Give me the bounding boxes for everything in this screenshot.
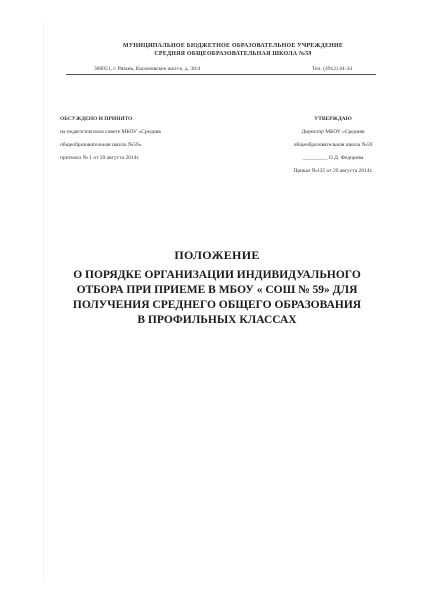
approval-left-line-3: протокол № 1 от 29 августа 2014г. <box>60 155 140 161</box>
subtitle-line-1: О ПОРЯДКЕ ОРГАНИЗАЦИИ ИНДИВИДУАЛЬНОГО <box>73 269 361 281</box>
subtitle-line-4: В ПРОФИЛЬНЫХ КЛАССАХ <box>137 314 297 326</box>
approval-right-line-3: _________ О.Д. Федорова <box>302 155 364 161</box>
org-name-line-2: СРЕДНЯЯ ОБЩЕОБРАЗОВАТЕЛЬНАЯ ШКОЛА №59 <box>154 51 312 57</box>
approval-right-line-4: Приказ №135 от 29 августа 2014г. <box>293 168 373 174</box>
address-line <box>66 66 376 75</box>
approval-right-line-2: общеобразовательная школа №59 <box>293 142 373 148</box>
document-title: ПОЛОЖЕНИЕ <box>174 248 260 262</box>
approval-right-heading: УТВЕРЖДАЮ <box>314 116 352 122</box>
school-phone: Тел. (4912) 44-34 <box>312 66 352 72</box>
approval-block-discussed <box>60 113 190 165</box>
approval-right-line-1: Директор МБОУ «Средняя <box>301 129 365 135</box>
approval-left-heading: ОБСУЖДЕНО И ПРИНЯТО <box>60 116 133 122</box>
subtitle-line-2: ОТБОРА ПРИ ПРИЕМЕ В МБОУ « СОШ № 59» ДЛЯ <box>76 284 358 296</box>
org-name-line-1: МУНИЦИПАЛЬНОЕ БЮДЖЕТНОЕ ОБРАЗОВАТЕЛЬНОЕ УЧРЕЖДЕНИЕ <box>122 43 344 49</box>
approval-left-line-2: общеобразовательная школа №59» <box>60 142 142 148</box>
school-address: 360051, г. Рязань, Касимовское шоссе, д. 30/4 <box>94 66 201 72</box>
organization-name <box>98 42 368 58</box>
document-subtitle <box>54 268 380 328</box>
approval-left-line-1: на педагогическом совете МБОУ «Средняя <box>60 129 161 135</box>
subtitle-line-3: ПОЛУЧЕНИЯ СРЕДНЕГО ОБЩЕГО ОБРАЗОВАНИЯ <box>72 299 362 311</box>
approval-block-approved <box>268 113 398 178</box>
